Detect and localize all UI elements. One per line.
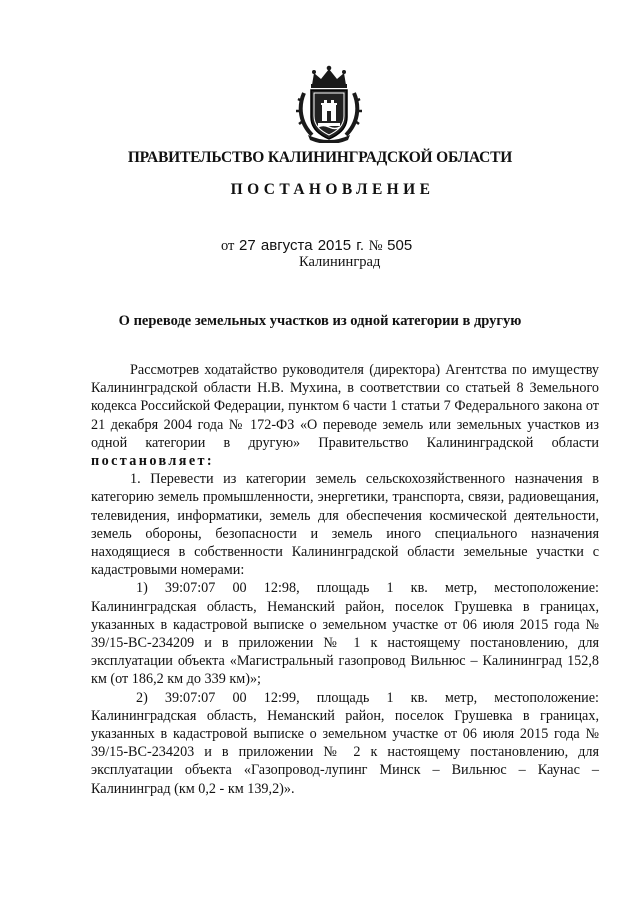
preamble-text: Рассмотрев ходатайство руководителя (директора) Агентства по имуществу Калининградской области Н.В. Мухина, в соответствии со статьей 8 Земельного кодекса Российской Федерации, пунктом 6 части 1 статьи 7 Федерального закона от 21 декабря 2004 года № 172-ФЗ «О переводе земель или земельных участков из одной категории в другую» Правительство Калининградской области	[91, 362, 599, 451]
coat-of-arms-icon	[294, 63, 364, 143]
subitem-1-paragraph: 1) 39:07:07 00 12:98, площадь 1 кв. метр, местоположение: Калининградская область, Неманский район, поселок Грушевка в границах, указанных в кадастровой выписке о земельном участке от 06 июля 2015 года № 39/15-ВС-234209 и в приложении № 1 к настоящему постановлению, для эксплуатации объекта «Магистральный газопровод Вильнюс – Калининград 152,8 км (от 186,2 км до 339 км)»;	[91, 580, 599, 688]
document-number: 505	[387, 237, 413, 254]
date-line	[221, 237, 412, 255]
organization-name: ПРАВИТЕЛЬСТВО КАЛИНИНГРАДСКОЙ ОБЛАСТИ	[127, 149, 513, 166]
item-1-paragraph: 1. Перевести из категории земель сельскохозяйственного назначения в категорию земель промышленности, энергетики, транспорта, связи, радиовещания, телевидения, информатики, земель для обеспечения космической деятельности, земель обороны, безопасности и земель иного специального назначения находящиеся в собственности Калининградской области земельные участки с кадастровыми номерами:	[91, 471, 599, 579]
decree-word: постановляет:	[91, 453, 215, 470]
preamble-paragraph	[91, 361, 599, 470]
date-value: 27 августа 2015 г.	[239, 237, 365, 254]
document-type: ПОСТАНОВЛЕНИЕ	[230, 181, 435, 198]
subitem-2-paragraph: 2) 39:07:07 00 12:99, площадь 1 кв. метр, местоположение: Калининградская область, Неманский район, поселок Грушевка в границах, указанных в кадастровой выписке о земельном участке от 06 июля 2015 года № 39/15-ВС-234203 и в приложении № 2 к настоящему постановлению, для эксплуатации объекта «Газопровод-лупинг Минск – Вильнюс – Каунас – Калининград (км 0,2 - км 139,2)».	[91, 689, 599, 797]
date-prefix: от	[221, 238, 235, 254]
document-title: О переводе земельных участков из одной категории в другую	[118, 313, 522, 329]
document-body	[91, 361, 599, 798]
city: Калининград	[299, 254, 381, 270]
number-sign: №	[368, 238, 383, 254]
